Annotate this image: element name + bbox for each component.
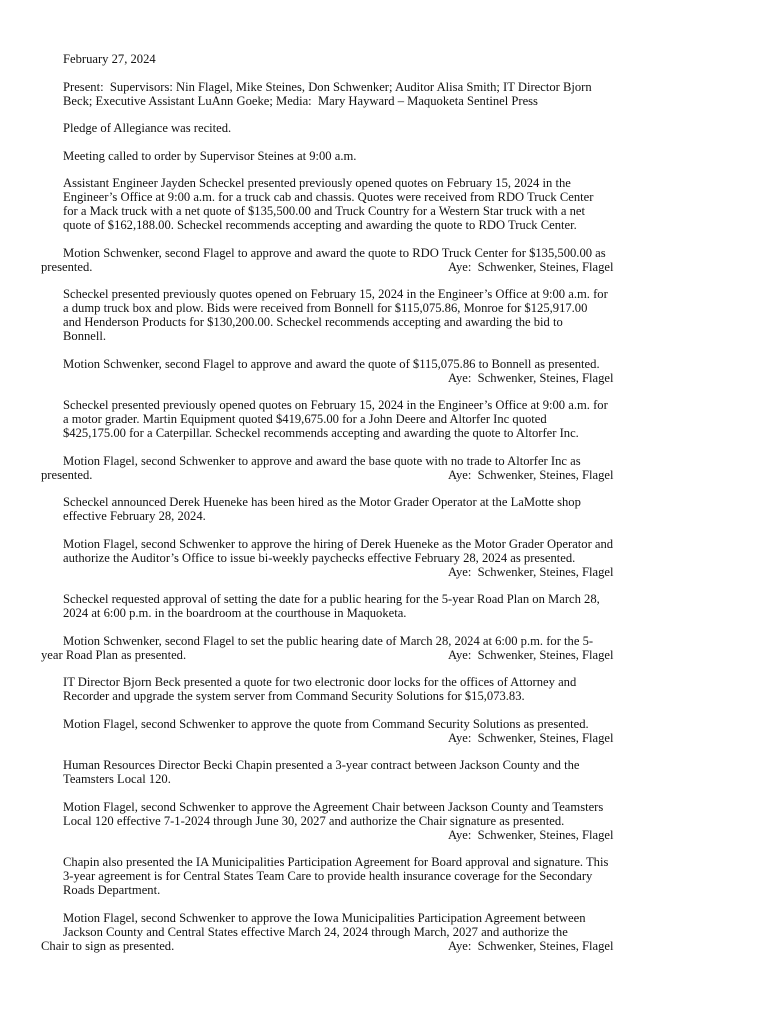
vote-result: Aye: Schwenker, Steines, Flagel bbox=[448, 564, 614, 579]
paragraph-line: Engineer’s Office at 9:00 a.m. for a truck cab and chassis. Quotes were received from RDO Truck Center bbox=[63, 190, 594, 204]
motion-line: Motion Schwenker, second Flagel to set the public hearing date of March 28, 2024 at 6:00 p.m. for the 5- bbox=[63, 633, 594, 648]
paragraph-line: a motor grader. Martin Equipment quoted $419,675.00 for a John Deere and Altorfer Inc quoted bbox=[63, 412, 547, 426]
paragraph-line: for a Mack truck with a net quote of $135,500.00 and Truck Country for a Western Star truck with a net bbox=[63, 204, 585, 218]
vote-result: Aye: Schwenker, Steines, Flagel bbox=[448, 647, 614, 662]
attendance-paragraph bbox=[63, 80, 728, 108]
paragraph-line: Scheckel presented previously quotes opened on February 15, 2024 in the Engineer’s Office at 9:00 a.m. for bbox=[63, 287, 608, 301]
paragraph-line: Human Resources Director Becki Chapin presented a 3-year contract between Jackson County and the bbox=[63, 758, 580, 772]
vote-result: Aye: Schwenker, Steines, Flagel bbox=[448, 730, 614, 745]
motion-line: Motion Flagel, second Schwenker to approve and award the base quote with no trade to Altorfer Inc as bbox=[63, 453, 581, 468]
paragraph-line: 2024 at 6:00 p.m. in the boardroom at the courthouse in Maquoketa. bbox=[63, 606, 407, 620]
paragraph-line: Roads Department. bbox=[63, 883, 161, 897]
paragraph-line: Recorder and upgrade the system server from Command Security Solutions for $15,073.83. bbox=[63, 689, 525, 703]
paragraph-line: a dump truck box and plow. Bids were received from Bonnell for $115,075.86, Monroe for $125,917.00 bbox=[63, 301, 588, 315]
motion-tail bbox=[41, 467, 728, 482]
motion-tail-text: presented. bbox=[41, 259, 93, 274]
paragraph-line: Chapin also presented the IA Municipalities Participation Agreement for Board approval and signature. This bbox=[63, 855, 609, 869]
motion-tail bbox=[41, 938, 728, 953]
door-locks-quote-paragraph bbox=[63, 675, 728, 703]
motion-line: authorize the Auditor’s Office to issue bi-weekly paychecks effective February 28, 2024 as presented. bbox=[63, 550, 576, 565]
motion-line: Motion Schwenker, second Flagel to approve and award the quote to RDO Truck Center for $135,500.00 as bbox=[63, 245, 606, 260]
motion-tail-text: Chair to sign as presented. bbox=[41, 938, 175, 953]
motion-line: Jackson County and Central States effective March 24, 2024 through March, 2027 and authorize the bbox=[63, 924, 568, 939]
vote-result: Aye: Schwenker, Steines, Flagel bbox=[448, 467, 614, 482]
motor-grader-quotes-paragraph bbox=[63, 398, 728, 440]
vote-result: Aye: Schwenker, Steines, Flagel bbox=[448, 827, 614, 842]
motion-command-security bbox=[63, 717, 728, 745]
call-to-order-line: Meeting called to order by Supervisor Steines at 9:00 a.m. bbox=[63, 148, 357, 163]
paragraph-line: Scheckel presented previously opened quotes on February 15, 2024 in the Engineer’s Office at 9:00 a.m. for bbox=[63, 398, 608, 412]
call-to-order-paragraph bbox=[63, 149, 728, 163]
motion-bonnell bbox=[63, 357, 728, 385]
paragraph-line: 3-year agreement is for Central States Team Care to provide health insurance coverage for the Secondary bbox=[63, 869, 593, 883]
motion-line: Motion Schwenker, second Flagel to approve and award the quote of $115,075.86 to Bonnell as presented. bbox=[63, 356, 600, 371]
meeting-date bbox=[63, 52, 728, 66]
motion-tail bbox=[41, 647, 728, 662]
teamsters-contract-paragraph bbox=[63, 758, 728, 786]
dump-truck-box-paragraph bbox=[63, 287, 728, 343]
paragraph-line: and Henderson Products for $130,200.00. Scheckel recommends accepting and awarding the bid to bbox=[63, 315, 563, 329]
paragraph-line: Scheckel requested approval of setting the date for a public hearing for the 5-year Road Plan on March 28, bbox=[63, 592, 600, 606]
truck-cab-quotes-paragraph bbox=[63, 176, 728, 232]
motion-line: Motion Flagel, second Schwenker to approve the hiring of Derek Hueneke as the Motor Grader Operator and bbox=[63, 536, 614, 551]
paragraph-line: IT Director Bjorn Beck presented a quote for two electronic door locks for the offices of Attorney and bbox=[63, 675, 577, 689]
vote-result: Aye: Schwenker, Steines, Flagel bbox=[448, 370, 614, 385]
meeting-date-text: February 27, 2024 bbox=[63, 52, 156, 66]
ia-municipalities-paragraph bbox=[63, 855, 728, 897]
motion-line: Motion Flagel, second Schwenker to approve the Agreement Chair between Jackson County and Teamsters bbox=[63, 799, 604, 814]
motion-tail-text: presented. bbox=[41, 467, 93, 482]
motion-hiring bbox=[63, 537, 728, 579]
paragraph-line: effective February 28, 2024. bbox=[63, 509, 206, 523]
motion-altorfer bbox=[41, 453, 728, 482]
motion-line: Motion Flagel, second Schwenker to approve the Iowa Municipalities Participation Agreement between bbox=[63, 910, 586, 925]
motion-tail-text: year Road Plan as presented. bbox=[41, 647, 187, 662]
minutes-document bbox=[41, 52, 728, 966]
hiring-announcement-paragraph bbox=[63, 495, 728, 523]
vote-result: Aye: Schwenker, Steines, Flagel bbox=[448, 259, 614, 274]
paragraph-line: Assistant Engineer Jayden Scheckel presented previously opened quotes on February 15, 2024 in the bbox=[63, 176, 571, 190]
motion-rdo-truck-center bbox=[41, 245, 728, 274]
public-hearing-request-paragraph bbox=[63, 592, 728, 620]
motion-line: Local 120 effective 7-1-2024 through June 30, 2027 and authorize the Chair signature as presented. bbox=[63, 813, 565, 828]
motion-public-hearing bbox=[41, 633, 728, 662]
motion-line: Motion Flagel, second Schwenker to approve the quote from Command Security Solutions as presented. bbox=[63, 716, 589, 731]
pledge-paragraph bbox=[63, 121, 728, 135]
motion-teamsters-agreement bbox=[63, 800, 728, 842]
attendance-line: Present: Supervisors: Nin Flagel, Mike Steines, Don Schwenker; Auditor Alisa Smith; IT Director Bjorn bbox=[63, 79, 592, 94]
paragraph-line: quote of $162,188.00. Scheckel recommends accepting and awarding the quote to RDO Truck Center. bbox=[63, 218, 577, 232]
pledge-line: Pledge of Allegiance was recited. bbox=[63, 121, 232, 135]
attendance-line: Beck; Executive Assistant LuAnn Goeke; Media: Mary Hayward – Maquoketa Sentinel Press bbox=[63, 93, 538, 108]
paragraph-line: Teamsters Local 120. bbox=[63, 772, 171, 786]
paragraph-line: $425,175.00 for a Caterpillar. Scheckel recommends accepting and awarding the quote to Altorfer Inc. bbox=[63, 426, 579, 440]
paragraph-line: Bonnell. bbox=[63, 329, 107, 343]
motion-ia-municipalities bbox=[41, 910, 728, 953]
paragraph-line: Scheckel announced Derek Hueneke has been hired as the Motor Grader Operator at the LaMotte shop bbox=[63, 495, 581, 509]
vote-result: Aye: Schwenker, Steines, Flagel bbox=[448, 938, 614, 953]
motion-tail bbox=[41, 259, 728, 274]
